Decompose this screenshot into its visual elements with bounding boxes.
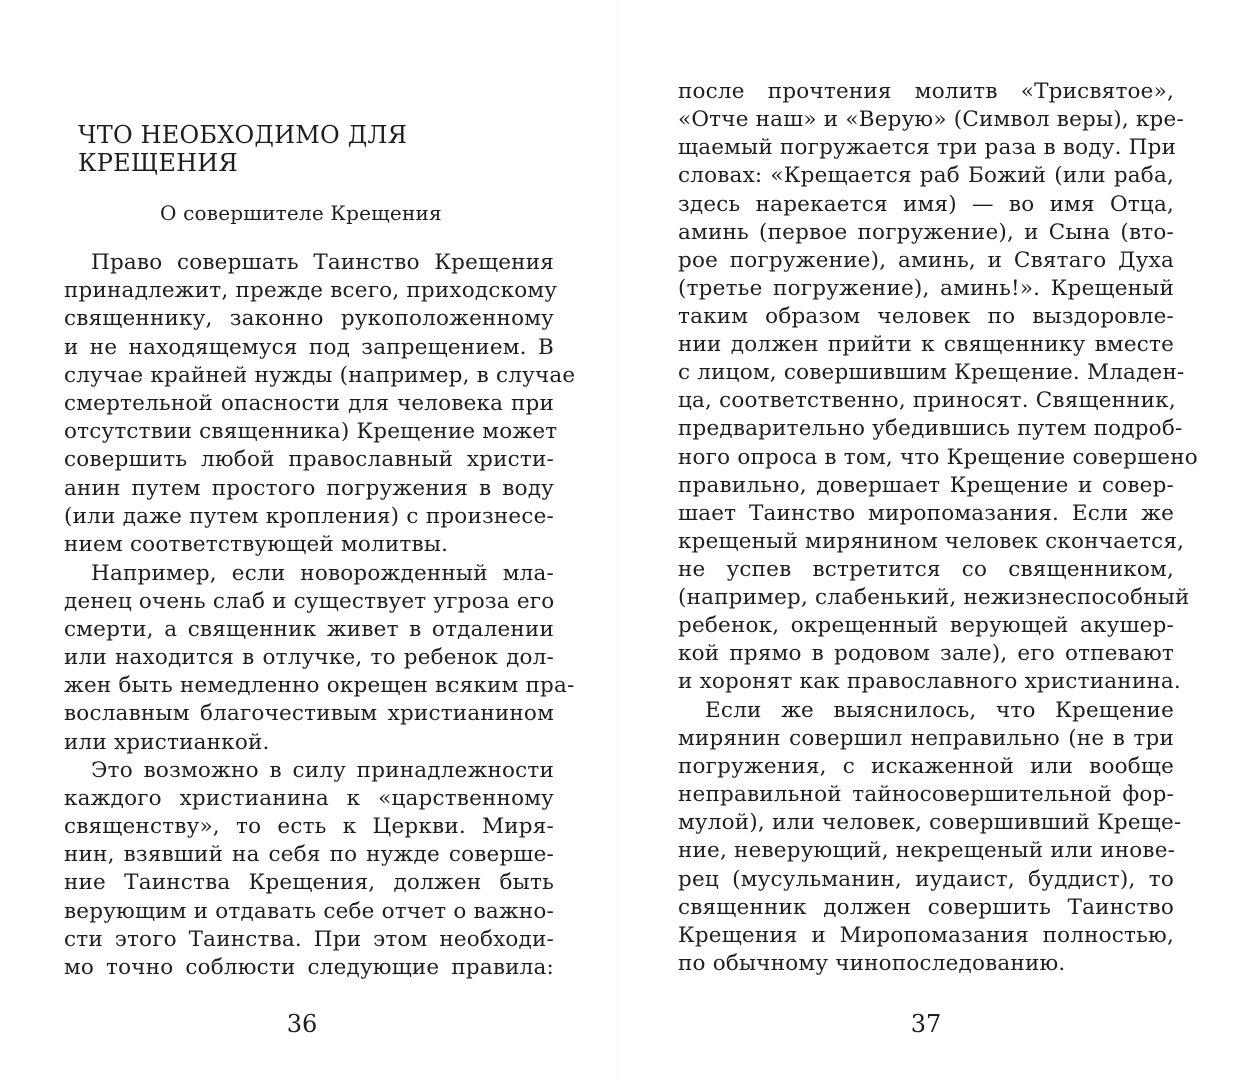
text-line: «Отче наш» и «Верую» (Символ веры), кре- — [678, 107, 1184, 132]
text-line: кой прямо в родовом зале), его отпевают — [678, 641, 1174, 666]
text-line: случае крайней нужды (например, в случае — [64, 363, 576, 388]
text-line: и не находящемуся под запрещением. В — [64, 335, 554, 360]
text-line: мулой), или человек, совершивший Креще- — [678, 810, 1182, 835]
text-line: анин путем простого погружения в воду — [64, 476, 554, 501]
text-line: аминь (первое погружение), и Сына (вто- — [678, 220, 1174, 245]
text-line: по обычному чинопоследованию. — [678, 951, 1066, 976]
left-page — [0, 0, 617, 1080]
text-line: мо точно соблюсти следующие правила: — [64, 955, 554, 980]
text-line: Крещения и Миропомазания полностью, — [678, 923, 1174, 948]
text-line: ного опроса в том, что Крещение совершено — [678, 445, 1198, 470]
text-line: отсутствии священника) Крещение может — [64, 419, 558, 444]
text-line: после прочтения молитв «Трисвятое», — [678, 79, 1174, 104]
text-line: Право совершать Таинство Крещения — [91, 250, 554, 275]
text-line: ребенок, окрещенный верующей акушер- — [678, 613, 1174, 638]
text-line: словах: «Крещается раб Божий (или раба, — [678, 163, 1174, 188]
text-line: Это возможно в силу принадлежности — [91, 758, 554, 783]
text-line: здесь нарекается имя) — во имя Отца, — [678, 192, 1174, 217]
text-line: шает Таинство миропомазания. Если же — [678, 501, 1174, 526]
text-line: с лицом, совершившим Крещение. Младен- — [678, 360, 1185, 385]
text-line: верующим и отдавать себе отчет о важно- — [64, 899, 554, 924]
text-line: рец (мусульманин, иудаист, буддист), то — [678, 867, 1174, 892]
text-line: таким образом человек по выздоровле- — [678, 304, 1174, 329]
text-line: священству», то есть к Церкви. Миря- — [64, 814, 554, 839]
text-line: (третье погружение), аминь!». Крещеный — [678, 276, 1174, 301]
text-line: вославным благочестивым христианином — [64, 701, 554, 726]
text-line: мирянин совершил неправильно (не в три — [678, 726, 1174, 751]
text-line: (или даже путем кропления) с произнесе- — [64, 504, 554, 529]
text-line: каждого христианина к «царственному — [64, 786, 554, 811]
text-line: нин, взявший на себя по нужде соверше- — [64, 842, 554, 867]
text-line: принадлежит, прежде всего, приходскому — [64, 278, 558, 303]
text-line: Например, если новорожденный мла- — [91, 561, 554, 586]
text-line: смертельной опасности для человека при — [64, 391, 554, 416]
text-line: не успев встретится со священником, — [678, 557, 1174, 582]
text-line: сти этого Таинства. При этом необходи- — [64, 927, 554, 952]
page-number-left: 36 — [286, 1010, 318, 1038]
text-line: ца, соответственно, приносят. Священник, — [678, 388, 1176, 413]
text-line: предварительно убедившись путем подроб- — [678, 416, 1183, 441]
text-line: нием соответствующей молитвы. — [64, 532, 449, 557]
text-line: рое погружение), аминь, и Святаго Духа — [678, 248, 1174, 273]
text-line: Если же выяснилось, что Крещение — [705, 698, 1174, 723]
chapter-title: ЧТО НЕОБХОДИМО ДЛЯ КРЕЩЕНИЯ — [78, 121, 408, 177]
text-line: (например, слабенький, нежизнеспособный — [678, 585, 1190, 610]
page-number-right: 37 — [910, 1010, 942, 1038]
text-line: и хоронят как православного христианина. — [678, 669, 1181, 694]
text-line: денец очень слаб и существует угроза его — [64, 589, 555, 614]
right-page — [618, 0, 1235, 1080]
text-line: правильно, довершает Крещение и совер- — [678, 473, 1174, 498]
text-line: неправильной тайносовершительной фор- — [678, 782, 1174, 807]
text-line: совершить любой православный христи- — [64, 447, 554, 472]
left-page-text — [64, 0, 576, 1000]
text-line: жен быть немедленно окрещен всяким пра- — [64, 673, 575, 698]
section-title: О совершителе Крещения — [160, 201, 442, 225]
text-line: погружения, с искаженной или вообще — [678, 754, 1174, 779]
text-line: или христианкой. — [64, 730, 270, 755]
text-line: священнику, законно рукоположенному — [64, 306, 554, 331]
text-line: щаемый погружается три раза в воду. При — [678, 135, 1177, 160]
text-line: священник должен совершить Таинство — [678, 895, 1174, 920]
text-line: ние, неверующий, некрещеный или инове- — [678, 838, 1176, 863]
text-line: смерти, а священник живет в отдалении — [64, 617, 554, 642]
text-line: нии должен прийти к священнику вместе — [678, 332, 1174, 357]
text-line: или находится в отлучке, то ребенок дол- — [64, 645, 554, 670]
text-line: ние Таинства Крещения, должен быть — [64, 870, 554, 895]
right-page-text — [678, 0, 1198, 1000]
text-line: крещеный мирянином человек скончается, — [678, 529, 1185, 554]
